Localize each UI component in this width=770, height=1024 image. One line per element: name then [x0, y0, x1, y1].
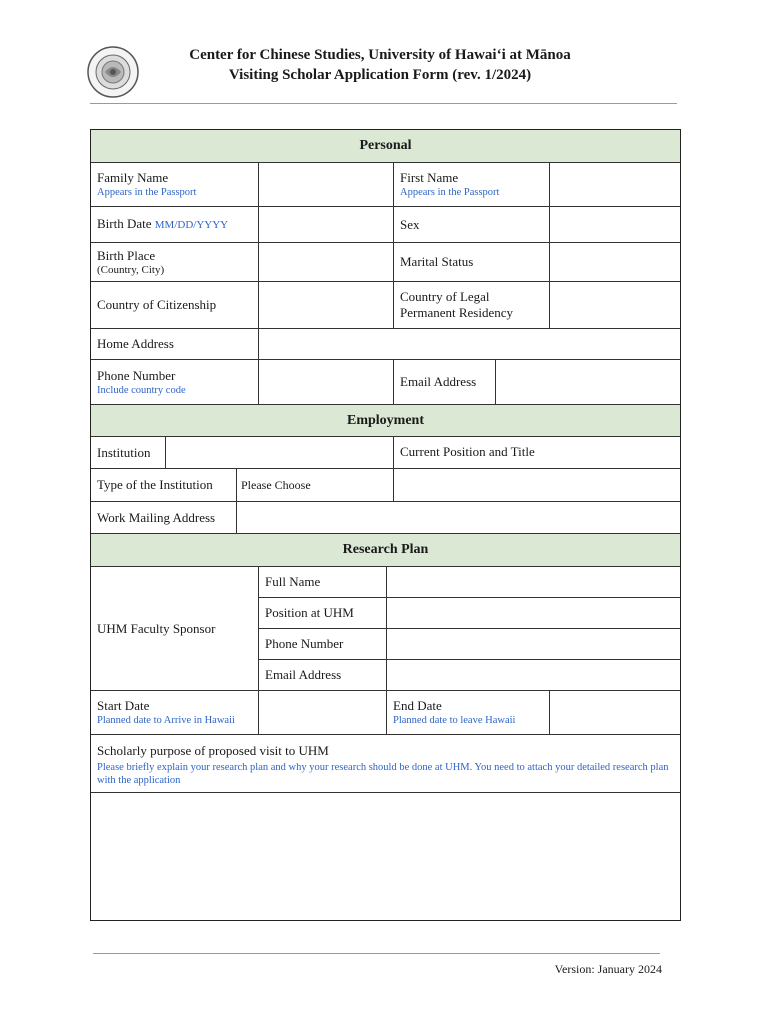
institution-type-label: Type of the Institution: [97, 477, 213, 492]
email-input[interactable]: [496, 360, 680, 405]
end-date-input[interactable]: [550, 691, 680, 735]
sponsor-phone-label: Phone Number: [265, 636, 344, 651]
work-address-label: Work Mailing Address: [97, 509, 216, 525]
section-research-header: [91, 534, 680, 567]
residency-label: Country of Legal Permanent Residency: [400, 289, 513, 320]
email-label: Email Address: [400, 374, 477, 389]
family-name-label: Family Name: [97, 170, 169, 185]
institution-label: Institution: [97, 444, 151, 460]
form-title: Visiting Scholar Application Form (rev. 1/2024): [228, 67, 532, 83]
sex-label-cell: [394, 207, 550, 243]
sponsor-label: UHM Faculty Sponsor: [97, 620, 216, 636]
birth-date-label-cell: [91, 207, 259, 243]
residency-input[interactable]: [550, 282, 680, 329]
current-position-input[interactable]: [394, 469, 680, 502]
sponsor-email-label-cell: [259, 660, 387, 691]
institution-label-cell: [91, 437, 166, 469]
sponsor-position-label: Position at UHM: [265, 605, 354, 620]
start-date-input[interactable]: [259, 691, 387, 735]
version-label: Version: January 2024: [554, 962, 662, 976]
current-position-label: Current Position and Title: [400, 444, 535, 459]
institution-type-label-cell: [91, 469, 237, 502]
start-date-hint: Planned date to Arrive in Hawaii: [97, 715, 235, 726]
first-name-input[interactable]: [550, 163, 680, 207]
work-address-label-cell: [91, 502, 237, 534]
family-name-hint: Appears in the Passport: [97, 187, 197, 198]
birth-place-label: Birth Place: [97, 247, 156, 263]
sponsor-email-label: Email Address: [265, 667, 342, 682]
birth-date-label: Birth Date: [97, 216, 152, 231]
start-date-label-cell: [91, 691, 259, 735]
marital-status-label: Marital Status: [400, 254, 474, 269]
marital-status-label-cell: [394, 243, 550, 282]
sponsor-name-label: Full Name: [265, 574, 321, 589]
family-name-input[interactable]: [259, 163, 394, 207]
email-label-cell: [394, 360, 496, 405]
first-name-label: First Name: [400, 170, 459, 185]
sponsor-label-cell: [91, 567, 259, 691]
section-title: Research Plan: [342, 542, 429, 557]
residency-label-cell: [394, 282, 550, 329]
purpose-hint: Please briefly explain your research plan and why your research should be done at UHM. You need to attach your detailed research plan with the application: [97, 762, 669, 786]
sponsor-phone-label-cell: [259, 629, 387, 660]
application-form: [90, 129, 681, 921]
first-name-hint: Appears in the Passport: [400, 187, 500, 198]
end-date-label: End Date: [393, 698, 442, 713]
institution-type-select[interactable]: [237, 469, 394, 502]
citizenship-input[interactable]: [259, 282, 394, 329]
sponsor-position-label-cell: [259, 598, 387, 629]
section-title: Employment: [347, 412, 424, 428]
first-name-label-cell: [394, 163, 550, 207]
current-position-field[interactable]: [394, 437, 680, 469]
phone-hint: Include country code: [97, 384, 186, 396]
sponsor-email-input[interactable]: [387, 660, 680, 691]
section-personal-header: [91, 130, 680, 163]
birth-place-hint: (Country, City): [97, 263, 165, 276]
sponsor-name-label-cell: [259, 567, 387, 598]
citizenship-label-cell: [91, 282, 259, 329]
home-address-label: Home Address: [97, 336, 174, 351]
footer-divider: [93, 953, 660, 954]
purpose-label-cell: [91, 735, 680, 793]
form-organization-title: Center for Chinese Studies, University of Hawaiʻi at Mānoa: [189, 47, 571, 63]
institution-type-selected-value: Please Choose: [241, 478, 311, 492]
sponsor-name-input[interactable]: [387, 567, 680, 598]
sex-label: Sex: [400, 216, 420, 232]
marital-status-input[interactable]: [550, 243, 680, 282]
birth-date-hint: MM/DD/YYYY: [154, 219, 229, 231]
birth-place-input[interactable]: [259, 243, 394, 282]
home-address-input[interactable]: [259, 329, 680, 360]
phone-input[interactable]: [259, 360, 394, 405]
section-employment-header: [91, 405, 680, 437]
home-address-label-cell: [91, 329, 259, 360]
sponsor-phone-input[interactable]: [387, 629, 680, 660]
end-date-label-cell: [387, 691, 550, 735]
purpose-textarea[interactable]: [91, 793, 680, 919]
university-seal-logo: [86, 45, 140, 99]
birth-place-label-cell: [91, 243, 259, 282]
header-divider: [90, 103, 677, 104]
start-date-label: Start Date: [97, 698, 150, 713]
sponsor-position-input[interactable]: [387, 598, 680, 629]
institution-input[interactable]: [166, 437, 394, 469]
section-title: Personal: [359, 138, 412, 153]
purpose-label: Scholarly purpose of proposed visit to UHM: [97, 743, 329, 758]
end-date-hint: Planned date to leave Hawaii: [393, 715, 516, 726]
phone-label: Phone Number: [97, 367, 176, 383]
sex-input[interactable]: [550, 207, 680, 243]
phone-label-cell: [91, 360, 259, 405]
family-name-label-cell: [91, 163, 259, 207]
birth-date-input[interactable]: [259, 207, 394, 243]
work-address-input[interactable]: [237, 502, 680, 534]
citizenship-label: Country of Citizenship: [97, 297, 217, 312]
